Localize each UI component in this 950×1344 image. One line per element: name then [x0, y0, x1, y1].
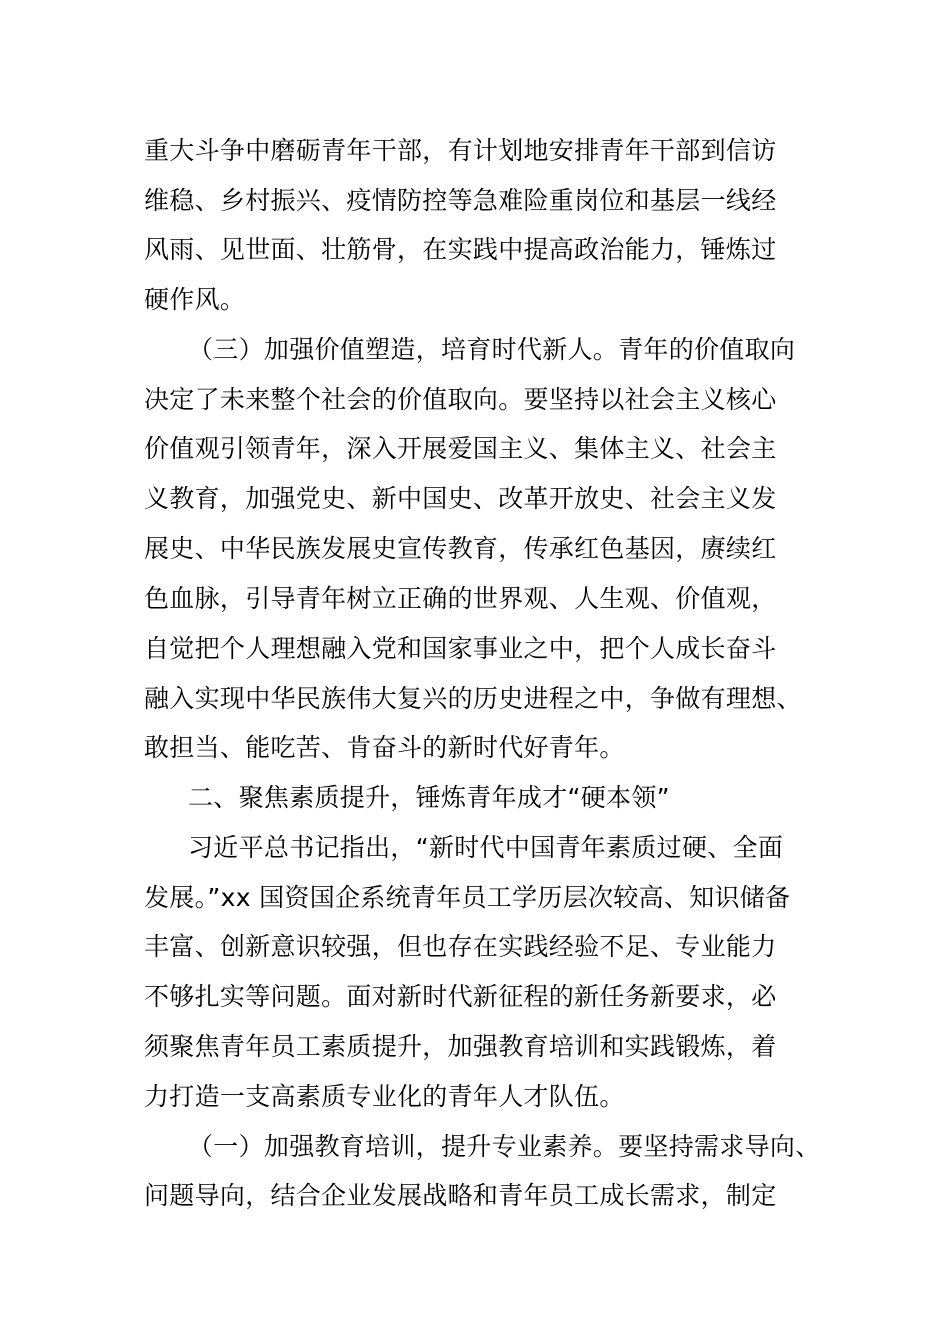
body-text-line: 自觉把个人理想融入党和国家事业之中，把个人成长奋斗: [144, 634, 777, 663]
body-text-line: 重大斗争中磨砺青年干部，有计划地安排青年干部到信访: [144, 136, 777, 165]
body-text-line: 须聚焦青年员工素质提升，加强教育培训和实践锻炼，着: [144, 1032, 777, 1061]
section-heading: 二、聚焦素质提升，锤炼青年成才“硬本领”: [188, 783, 670, 812]
body-text-line: 维稳、乡村振兴、疫情防控等急难险重岗位和基层一线经: [144, 186, 777, 215]
body-text-line: 色血脉，引导青年树立正确的世界观、人生观、价值观，: [144, 584, 777, 613]
body-text-line: 风雨、见世面、壮筋骨，在实践中提高政治能力，锤炼过: [144, 235, 777, 264]
body-text-line: 习近平总书记指出，“新时代中国青年素质过硬、全面: [188, 833, 784, 862]
body-text-line: 融入实现中华民族伟大复兴的历史进程之中，争做有理想、: [144, 684, 802, 713]
body-text-line: 价值观引领青年，深入开展爱国主义、集体主义、社会主: [144, 434, 777, 463]
body-text-line: 义教育，加强党史、新中国史、改革开放史、社会主义发: [144, 484, 777, 513]
body-text-line: 硬作风。: [144, 285, 246, 314]
subheading-line: （一）加强教育培训，提升专业素养。要坚持需求导向、: [188, 1132, 821, 1161]
body-text-line: 不够扎实等问题。面对新时代新征程的新任务新要求，必: [144, 982, 777, 1011]
subheading-line: （三）加强价值塑造，培育时代新人。青年的价值取向: [188, 335, 796, 364]
body-text-line: 丰富、创新意识较强，但也存在实践经验不足、专业能力: [144, 932, 777, 961]
body-text-line: 问题导向，结合企业发展战略和青年员工成长需求，制定: [144, 1181, 777, 1210]
body-text-line: 力打造一支高素质专业化的青年人才队伍。: [144, 1082, 625, 1111]
body-text-line: 展史、中华民族发展史宣传教育，传承红色基因，赓续红: [144, 534, 777, 563]
body-text-line: 决定了未来整个社会的价值取向。要坚持以社会主义核心: [144, 385, 777, 414]
body-text-line: 发展。”xx 国资国企系统青年员工学历层次较高、知识储备: [144, 883, 791, 912]
body-text-line: 敢担当、能吃苦、肯奋斗的新时代好青年。: [144, 733, 625, 762]
